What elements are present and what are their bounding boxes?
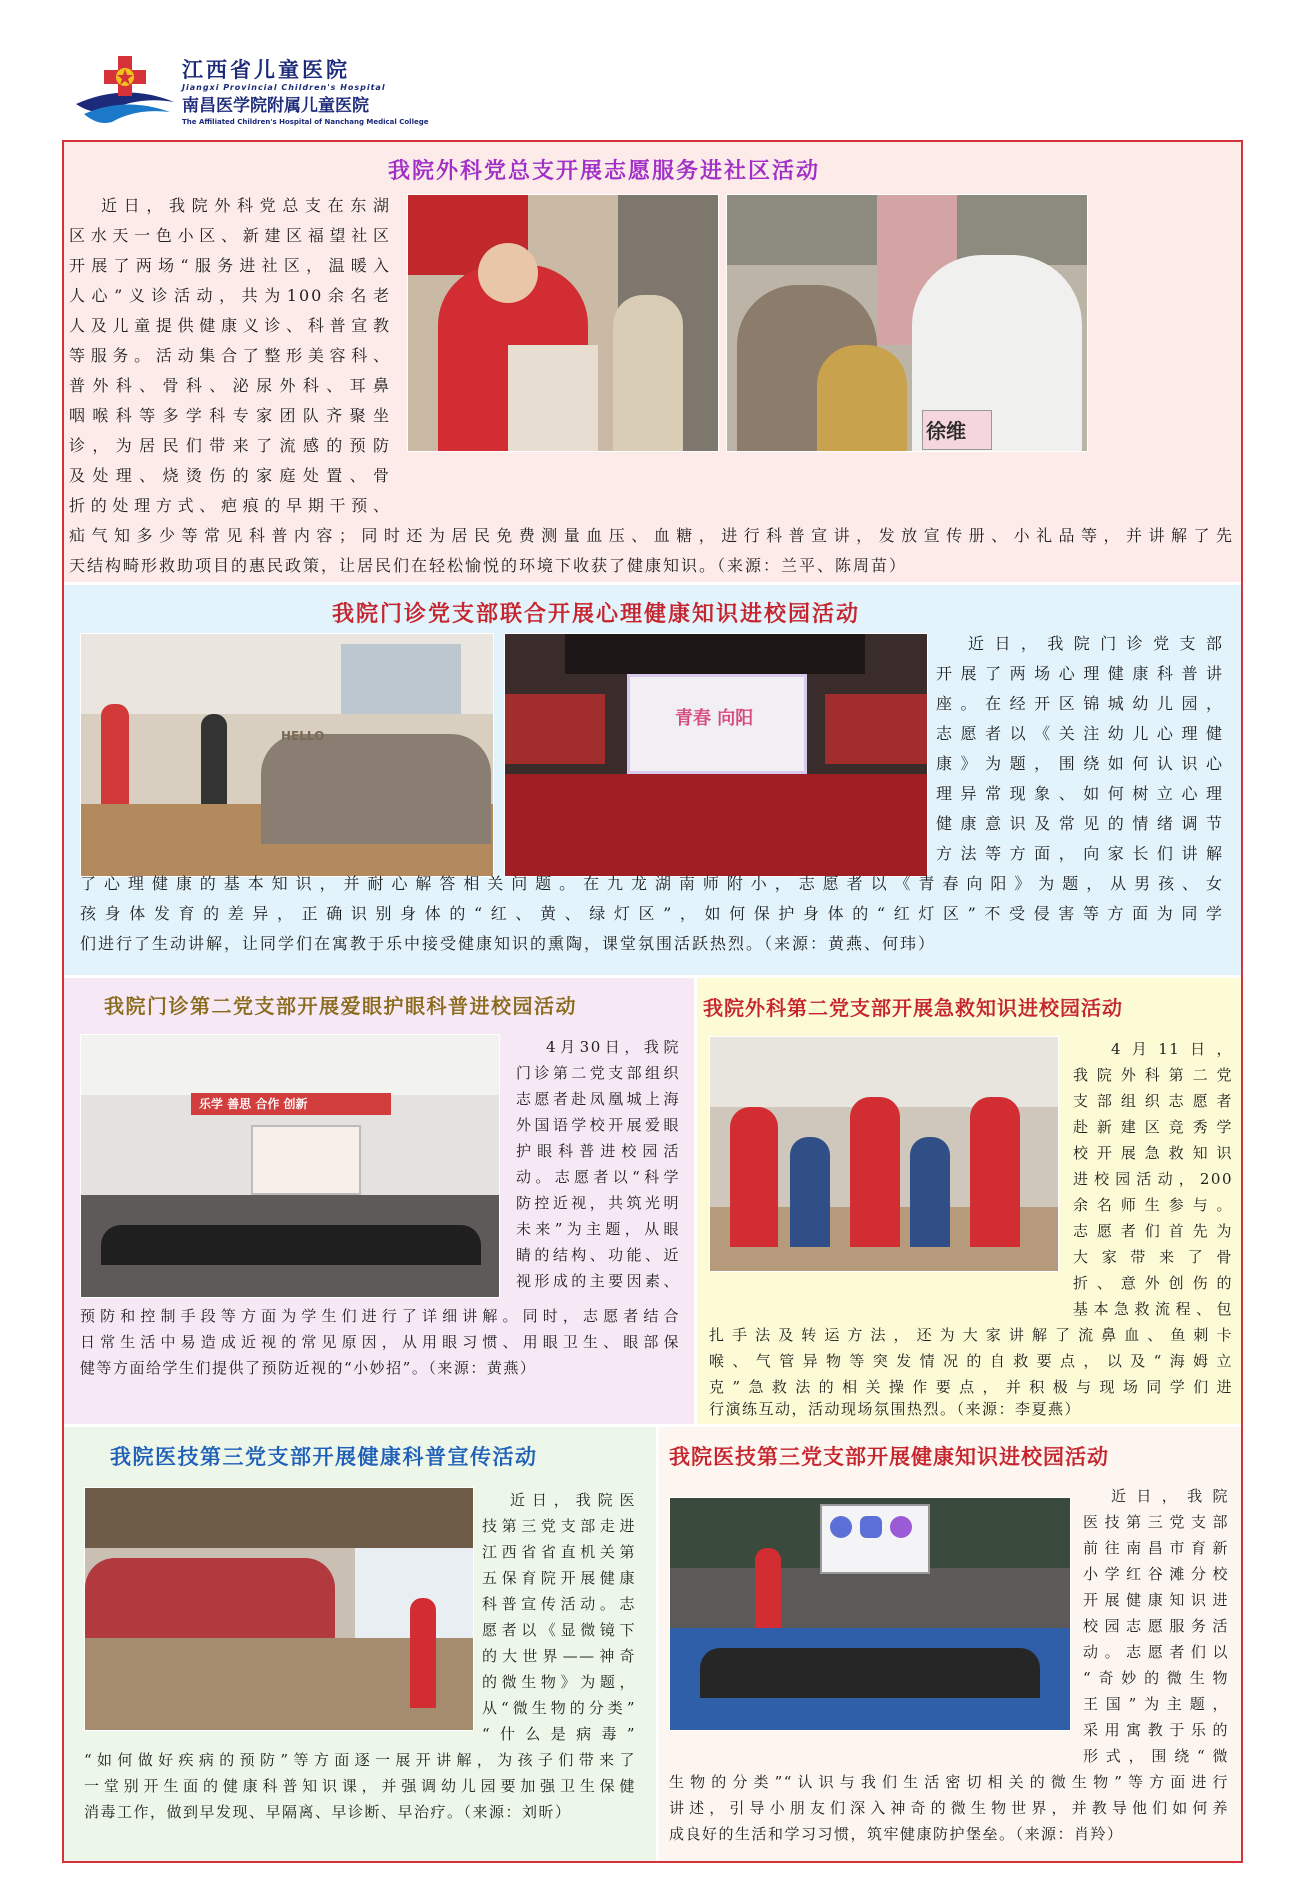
hospital-header	[70, 52, 430, 132]
article-line: 喉、气管异物等突发情况的自救要点，以及“海姆立	[709, 1352, 1233, 1370]
article-eye-care	[64, 978, 694, 1424]
article-line: 我院外科第二党	[1073, 1066, 1233, 1084]
article-line: 康》为题，围绕如何认识心	[936, 754, 1224, 773]
article-line: 克”急救法的相关操作要点，并积极与现场同学们进	[709, 1378, 1233, 1396]
article-line: 生物的分类”“认识与我们生活密切相关的微生物”等方面进行	[669, 1773, 1229, 1791]
article-line: 愿者以《显微镜下	[482, 1621, 636, 1639]
article-line: 4月30日，我院	[546, 1038, 680, 1056]
article-line: 座。在经开区锦城幼儿园，	[936, 694, 1224, 713]
article-line: 志愿者赴凤凰城上海	[516, 1090, 680, 1108]
article-line: 开展健康知识进	[1083, 1591, 1229, 1609]
article-line: 小学红谷滩分校	[1083, 1565, 1229, 1583]
article-line: 的大世界——神奇	[482, 1647, 636, 1665]
article-line: 天结构畸形救助项目的惠民政策，让居民们在轻松愉悦的环境下收获了健康知识。（来源：兰平、陈周苗）	[69, 556, 908, 575]
article-line: 进校园活动，200	[1073, 1170, 1233, 1188]
article-first-aid	[697, 978, 1241, 1424]
article-line: 行演练互动，活动现场氛围热烈。（来源：李夏燕）	[709, 1400, 1082, 1418]
article-line: 理异常现象、如何树立心理	[936, 784, 1224, 803]
photo-checkup	[726, 194, 1088, 452]
article-line: 人心”义诊活动，共为100余名老	[69, 286, 391, 305]
article-line: 形式，围绕“微	[1083, 1747, 1229, 1765]
article-line: 扎手法及转运方法，还为大家讲解了流鼻血、鱼刺卡	[709, 1326, 1233, 1344]
article-line: 的微生物》为题，	[482, 1673, 636, 1691]
article-line: 4月11日，	[1111, 1040, 1233, 1058]
article-line: 诊，为居民们带来了流感的预防	[69, 436, 391, 455]
article-line: 门诊第二党支部组织	[516, 1064, 680, 1082]
article-line: 讲述，引导小朋友们深入神奇的微生物世界，并教导他们如何养	[669, 1799, 1229, 1817]
article-line: 视形成的主要因素、	[516, 1272, 680, 1290]
article-line: 及处理、烧烫伤的家庭处置、骨	[69, 466, 391, 485]
name-card: 徐维	[926, 419, 966, 443]
article-line: 支部组织志愿者	[1073, 1092, 1233, 1110]
article-line: 预防和控制手段等方面为学生们进行了详细讲解。同时，志愿者结合	[80, 1307, 680, 1325]
article-line: 人及儿童提供健康义诊、科普宣教	[69, 316, 391, 335]
article-line: 折、意外创伤的	[1073, 1274, 1233, 1292]
article-line: 余名师生参与。	[1073, 1196, 1233, 1214]
article-line: “奇妙的微生物	[1083, 1669, 1229, 1687]
article-line: 孩身体发育的差异，正确识别身体的“红、黄、绿灯区”，如何保护身体的“红灯区”不受侵害等方面为同学	[80, 904, 1224, 923]
hospital-affiliation-cn: 南昌医学院附属儿童医院	[182, 96, 369, 116]
article-mental-health	[64, 585, 1241, 975]
article-line: 赴新建区竞秀学	[1073, 1118, 1233, 1136]
article-kindergarten-microbes	[64, 1427, 656, 1861]
article-line: 志愿者们首先为	[1073, 1222, 1233, 1240]
article-line: 近日，我院	[1111, 1487, 1229, 1505]
article-line: 一堂别开生面的健康科普知识课，并强调幼儿园要加强卫生保健	[84, 1777, 636, 1795]
article-line: 未来”为主题，从眼	[516, 1220, 680, 1238]
article-line: 五保育院开展健康	[482, 1569, 636, 1587]
article-line: 近日，我院医	[510, 1491, 636, 1509]
article-line: 大家带来了骨	[1073, 1248, 1233, 1266]
article-line: 防控近视，共筑光明	[516, 1194, 680, 1212]
photo-consultation	[407, 194, 719, 452]
article-title: 我院门诊党支部联合开展心理健康知识进校园活动	[332, 602, 861, 627]
article-title: 我院医技第三党支部开展健康知识进校园活动	[669, 1445, 1109, 1469]
article-line: 科普宣传活动。志	[482, 1595, 636, 1613]
article-line: 开展了两场心理健康科普讲	[936, 664, 1224, 683]
article-line: 动。志愿者以“科学	[516, 1168, 680, 1186]
article-title: 我院外科第二党支部开展急救知识进校园活动	[703, 996, 1123, 1020]
article-line: 消毒工作，做到早发现、早隔离、早诊断、早治疗。（来源：刘昕）	[84, 1803, 572, 1821]
article-line: 校开展急救知识	[1073, 1144, 1233, 1162]
article-line: 志愿者以《关注幼儿心理健	[936, 724, 1224, 743]
article-line: 基本急救流程、包	[1073, 1300, 1233, 1318]
hospital-name-en: Jiangxi Provincial Children's Hospital	[182, 83, 386, 92]
article-line: 日常生活中易造成近视的常见原因，从用眼习惯、用眼卫生、眼部保	[80, 1333, 680, 1351]
article-title: 我院门诊第二党支部开展爱眼护眼科普进校园活动	[104, 994, 577, 1018]
article-line: 普外科、骨科、泌尿外科、耳鼻	[69, 376, 391, 395]
wall-sign: HELLO	[281, 729, 325, 743]
slide-title: 青春 向阳	[675, 708, 754, 729]
article-line: 成良好的生活和学习习惯，筑牢健康防护堡垒。（来源：肖羚）	[669, 1825, 1124, 1843]
photo-eye-care-classroom	[80, 1034, 500, 1298]
classroom-banner: 乐学 善思 合作 创新	[199, 1097, 308, 1111]
article-line: 开展了两场“服务进社区，温暖入	[69, 256, 391, 275]
article-line: 健康意识及常见的情绪调节	[936, 814, 1224, 833]
article-title: 我院外科党总支开展志愿服务进社区活动	[388, 159, 821, 184]
article-line: 方法等方面，向家长们讲解	[936, 844, 1224, 863]
photo-first-aid-demo	[709, 1036, 1059, 1272]
article-line: 等服务。活动集合了整形美容科、	[69, 346, 391, 365]
photo-microbe-classroom	[669, 1497, 1071, 1731]
article-line: 技第三党支部走进	[482, 1517, 636, 1535]
article-line: 折的处理方式、疤痕的早期干预、	[69, 496, 391, 515]
article-line: 近日，我院门诊党支部	[968, 634, 1224, 653]
hospital-name-cn: 江西省儿童医院	[182, 58, 350, 82]
article-line: 疝气知多少等常见科普内容；同时还为居民免费测量血压、血糖，进行科普宣讲，发放宣传册、小礼品等，并讲解了先	[69, 526, 1234, 545]
hospital-logo-icon	[70, 52, 180, 130]
article-community-volunteer	[64, 142, 1241, 582]
article-line: 睛的结构、功能、近	[516, 1246, 680, 1264]
article-line: “如何做好疾病的预防”等方面逐一展开讲解，为孩子们带来了	[84, 1751, 636, 1769]
article-line: 区水天一色小区、新建区福望社区	[69, 226, 391, 245]
article-line: 健等方面给学生们提供了预防近视的“小妙招”。（来源：黄燕）	[80, 1359, 537, 1377]
article-line: 医技第三党支部	[1083, 1513, 1229, 1531]
article-school-microbes	[659, 1427, 1241, 1861]
article-line: 外国语学校开展爱眼	[516, 1116, 680, 1134]
photo-kindergarten-hall	[84, 1487, 474, 1731]
article-line: 们进行了生动讲解，让同学们在寓教于乐中接受健康知识的熏陶，课堂氛围活跃热烈。（来源：黄燕、何玮）	[80, 934, 937, 953]
photo-school-auditorium	[504, 633, 928, 877]
article-line: 校园志愿服务活	[1083, 1617, 1229, 1635]
article-line: 从“微生物的分类”	[482, 1699, 636, 1717]
article-line: 了心理健康的基本知识，并耐心解答相关问题。在九龙湖南师附小，志愿者以《青春向阳》为题，从男孩、女	[80, 874, 1224, 893]
article-title: 我院医技第三党支部开展健康科普宣传活动	[110, 1445, 538, 1469]
article-line: 王国”为主题，	[1083, 1695, 1229, 1713]
article-line: 动。志愿者们以	[1083, 1643, 1229, 1661]
hospital-affiliation-en: The Affiliated Children's Hospital of Nanchang Medical College	[182, 118, 429, 126]
article-line: 护眼科普进校园活	[516, 1142, 680, 1160]
article-line: 近日，我院外科党总支在东湖	[101, 196, 391, 215]
photo-kindergarten-talk	[80, 633, 494, 877]
article-line: 咽喉科等多学科专家团队齐聚坐	[69, 406, 391, 425]
article-line: 前往南昌市育新	[1083, 1539, 1229, 1557]
article-line: “什么是病毒”	[482, 1725, 636, 1743]
article-line: 江西省省直机关第	[482, 1543, 636, 1561]
article-line: 采用寓教于乐的	[1083, 1721, 1229, 1739]
